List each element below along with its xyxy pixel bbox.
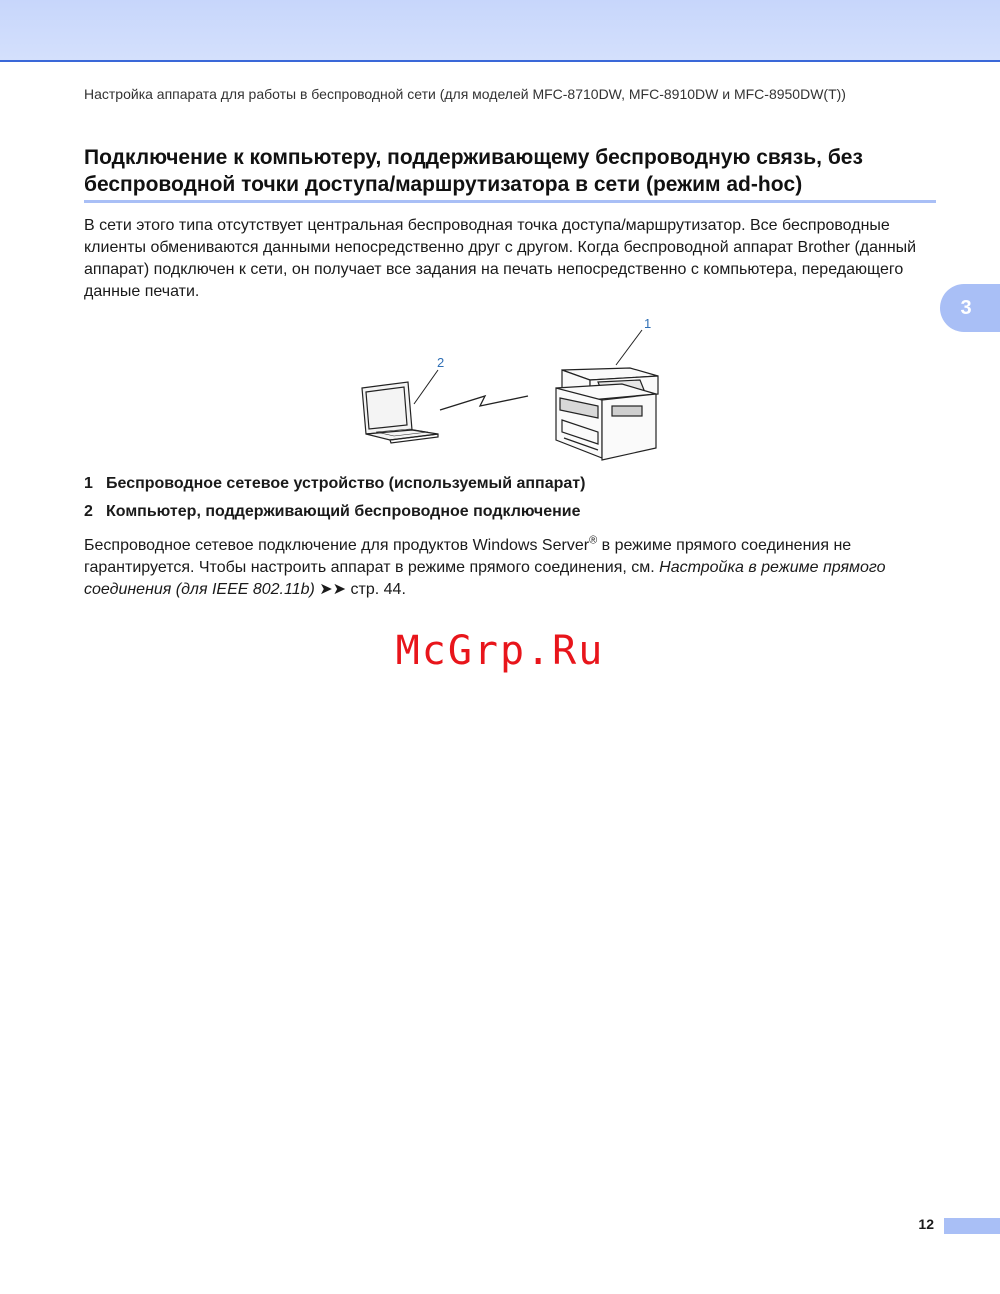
cross-reference-link[interactable]: Настройка в режиме прямого соединения (для IEEE 802.11b) [84,559,886,598]
title-rule [84,200,936,203]
legend-item-number: 2 [84,503,93,520]
legend-item-1 [84,475,944,493]
note-text-part1: Беспроводное сетевое подключение для продуктов Windows Server [84,537,590,554]
compatibility-note [84,535,944,601]
intro-paragraph: В сети этого типа отсутствует центральная беспроводная точка доступа/маршрутизатор. Все беспроводные клиенты обмениваются данными непосредственно друг с другом. Когда беспроводной аппарат Brother (данный аппарат) подключен к сети, он получает все задания на печать непосредственно с компьютера, передающего данные печати. [84,217,917,300]
legend-item-2 [84,503,944,521]
footer-bar [944,1218,1000,1234]
watermark-logo: McGrp.Ru [395,628,605,674]
callout-2-leader [414,370,438,404]
section-title: Подключение к компьютеру, поддерживающему беспроводную связь, без беспроводной точки доступа/маршрутизатора в сети (режим ad-hoc) [84,146,863,196]
legend-item-text: Компьютер, поддерживающий беспроводное подключение [106,503,581,520]
page-number: 12 [918,1216,934,1232]
chapter-tab[interactable] [940,284,1000,332]
page-reference[interactable]: стр. 44. [350,581,406,598]
printer-illustration [556,368,658,460]
arrow-icon: ➤➤ [314,581,351,598]
running-header: Настройка аппарата для работы в беспроводной сети (для моделей MFC-8710DW, MFC-8910DW и MFC-8950DW(T)) [84,86,846,102]
top-header-band [0,0,1000,62]
callout-1-leader [616,330,642,365]
legend-item-number: 1 [84,475,93,492]
registered-mark: ® [589,534,598,547]
wireless-link [440,396,528,410]
legend-item-text: Беспроводное сетевое устройство (используемый аппарат) [106,475,586,492]
callout-1: 1 [644,316,652,331]
note-text-part2: в режиме прямого соединения не гарантируется. Чтобы настроить аппарат в режиме прямого соединения, см. [84,537,852,576]
laptop-illustration [362,382,438,443]
adhoc-network-figure [340,310,680,470]
callout-2: 2 [437,355,445,370]
chapter-number: 3 [960,296,972,319]
